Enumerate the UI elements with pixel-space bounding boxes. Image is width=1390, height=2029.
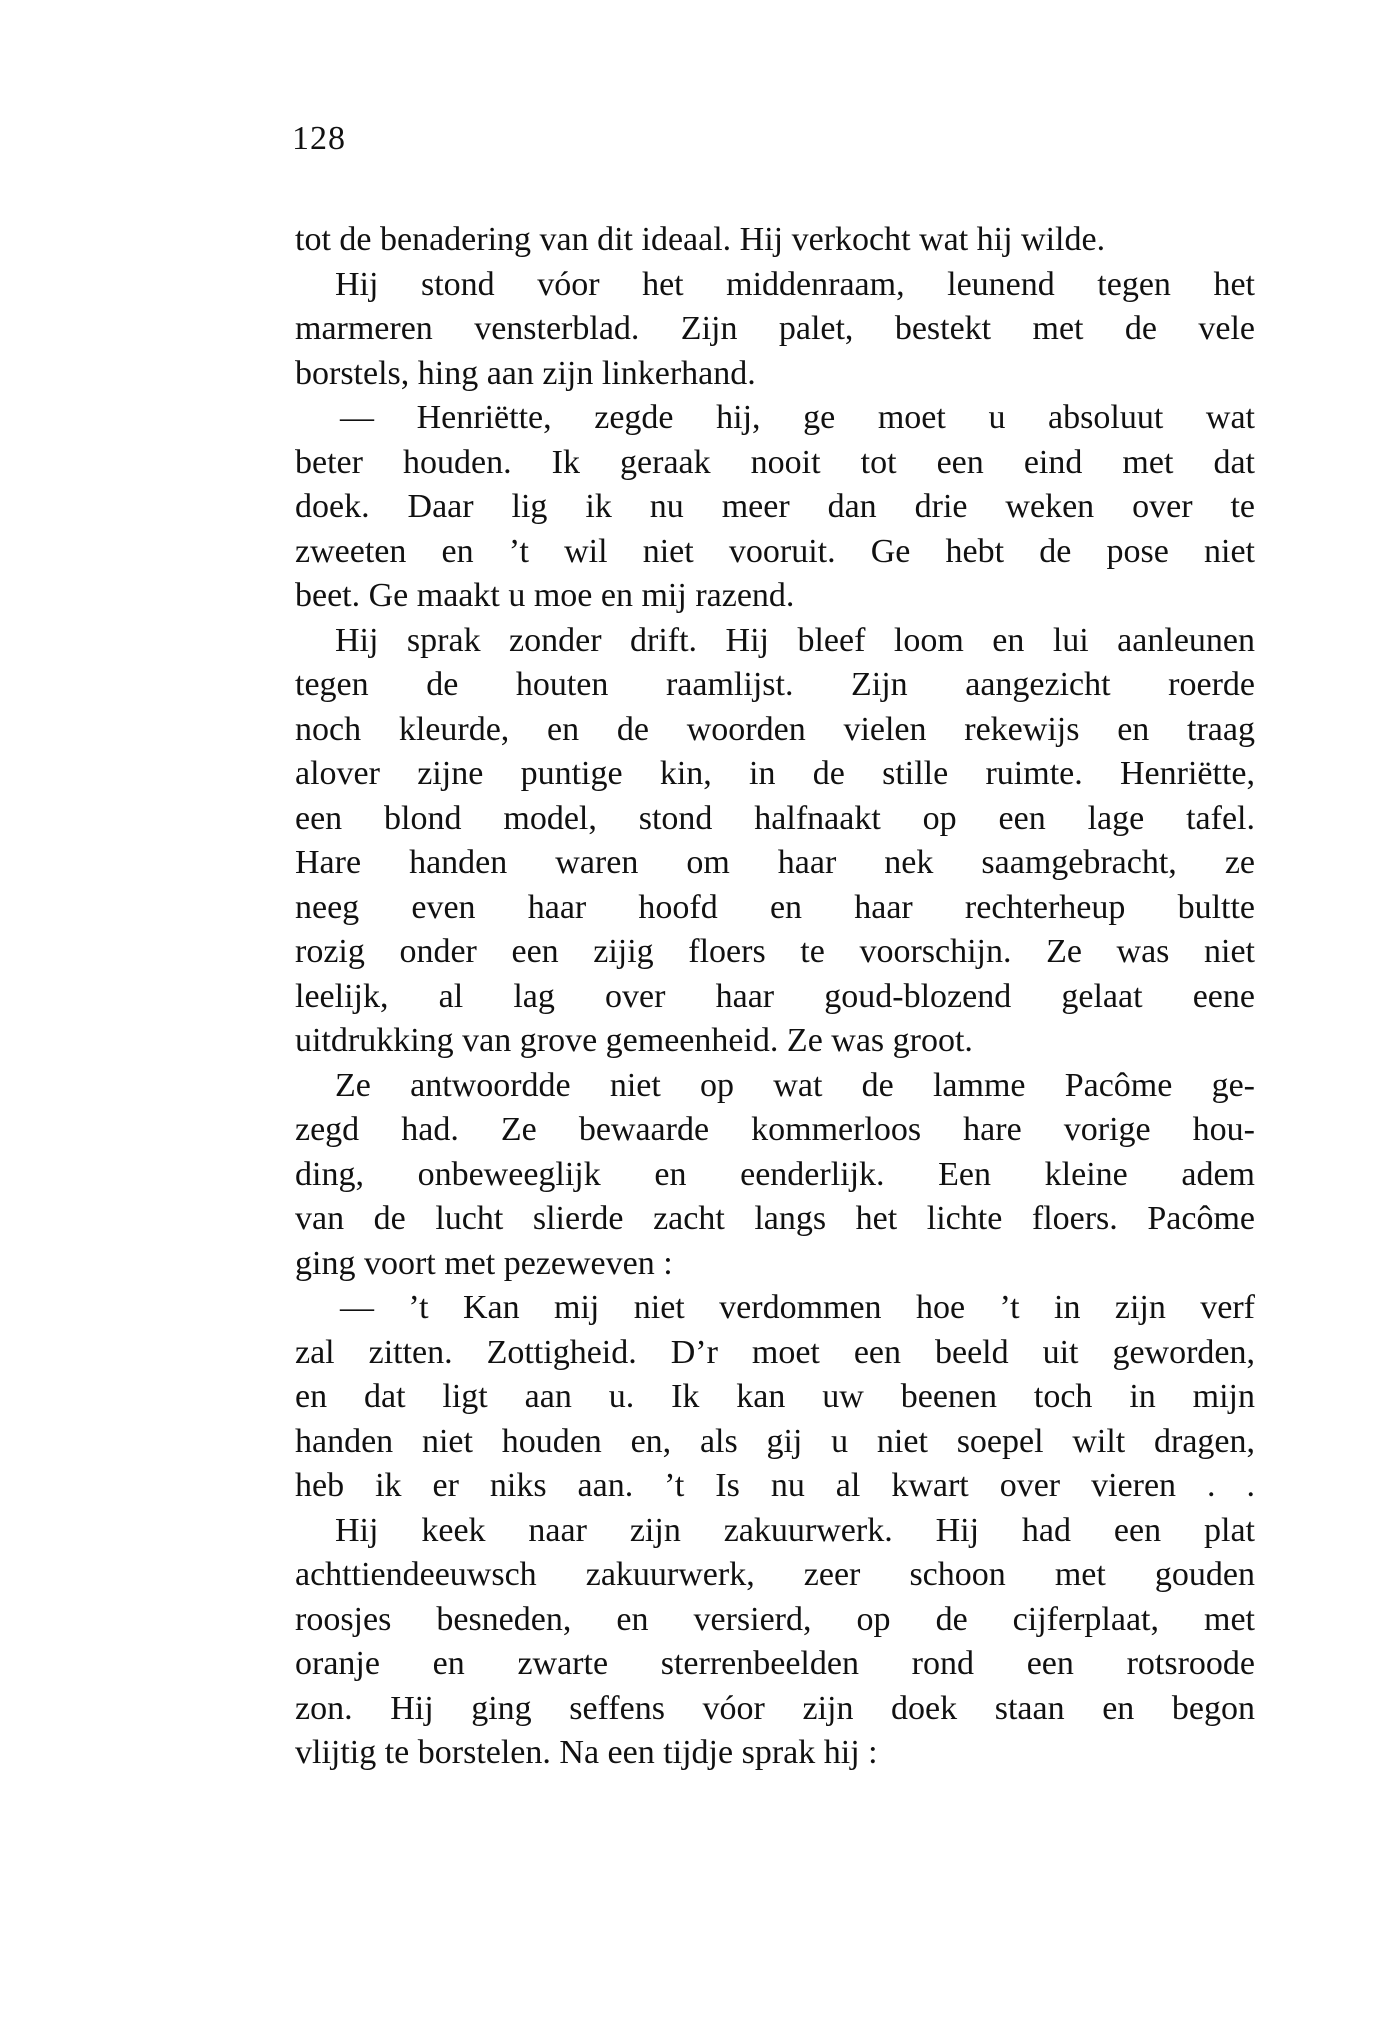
text-line: marmeren vensterblad. Zijn palet, bestekt met de vele xyxy=(295,310,1255,347)
text-line: ging voort met pezeweven : xyxy=(295,1244,673,1282)
text-line: achttiendeeuwsch zakuurwerk, zeer schoon met gouden xyxy=(295,1556,1255,1593)
text-line: zon. Hij ging seffens vóor zijn doek staan en begon xyxy=(295,1689,1255,1727)
text-line: oranje en zwarte sterrenbeelden rond een rotsroode xyxy=(295,1645,1255,1682)
page-number: 128 xyxy=(292,120,346,157)
text-line: handen niet houden en, als gij u niet soepel wilt dragen, xyxy=(295,1422,1255,1460)
text-line: zweeten en ’t wil niet vooruit. Ge hebt de pose niet xyxy=(295,532,1255,570)
text-line: neeg even haar hoofd en haar rechterheup bultte xyxy=(295,888,1255,926)
text-line: — Henriëtte, zegde hij, ge moet u absoluut wat xyxy=(340,399,1255,436)
text-line: tegen de houten raamlijst. Zijn aangezicht roerde xyxy=(295,666,1255,703)
text-line: een blond model, stond halfnaakt op een lage tafel. xyxy=(295,799,1255,837)
body-text xyxy=(295,218,1255,1776)
text-line: beter houden. Ik geraak nooit tot een eind met dat xyxy=(295,443,1255,481)
text-line: Hij stond vóor het middenraam, leunend tegen het xyxy=(335,265,1255,303)
text-line: ding, onbeweeglijk en eenderlijk. Een kleine adem xyxy=(295,1155,1255,1193)
text-line: tot de benadering van dit ideaal. Hij verkocht wat hij wilde. xyxy=(295,221,1106,258)
text-line: alover zijne puntige kin, in de stille ruimte. Henriëtte, xyxy=(295,755,1255,792)
text-line: vlijtig te borstelen. Na een tijdje sprak hij : xyxy=(295,1734,878,1771)
text-line: van de lucht slierde zacht langs het lichte floers. Pacôme xyxy=(295,1200,1255,1237)
text-line: en dat ligt aan u. Ik kan uw beenen toch in mijn xyxy=(295,1378,1255,1415)
text-line: uitdrukking van grove gemeenheid. Ze was groot. xyxy=(295,1022,973,1059)
text-line: zal zitten. Zottigheid. D’r moet een beeld uit geworden, xyxy=(295,1333,1255,1371)
text-line: doek. Daar lig ik nu meer dan drie weken over te xyxy=(295,488,1255,525)
text-line: Ze antwoordde niet op wat de lamme Pacôme ge- xyxy=(335,1066,1255,1104)
text-line: Hare handen waren om haar nek saamgebracht, ze xyxy=(295,844,1255,881)
text-line: — ’t Kan mij niet verdommen hoe ’t in zijn verf xyxy=(340,1289,1255,1326)
text-line: heb ik er niks aan. ’t Is nu al kwart over vieren . . xyxy=(295,1467,1255,1504)
text-line: roosjes besneden, en versierd, op de cijferplaat, met xyxy=(295,1600,1255,1638)
text-line: Hij sprak zonder drift. Hij bleef loom en lui aanleunen xyxy=(335,621,1255,659)
text-line: leelijk, al lag over haar goud-blozend gelaat eene xyxy=(295,977,1255,1015)
text-line: rozig onder een zijig floers te voorschijn. Ze was niet xyxy=(295,933,1255,970)
text-line: zegd had. Ze bewaarde kommerloos hare vorige hou- xyxy=(295,1111,1255,1148)
text-line: noch kleurde, en de woorden vielen rekewijs en traag xyxy=(295,710,1255,748)
text-line: Hij keek naar zijn zakuurwerk. Hij had een plat xyxy=(335,1511,1255,1549)
text-line: beet. Ge maakt u moe en mij razend. xyxy=(295,577,795,614)
text-line: borstels, hing aan zijn linkerhand. xyxy=(295,354,756,392)
